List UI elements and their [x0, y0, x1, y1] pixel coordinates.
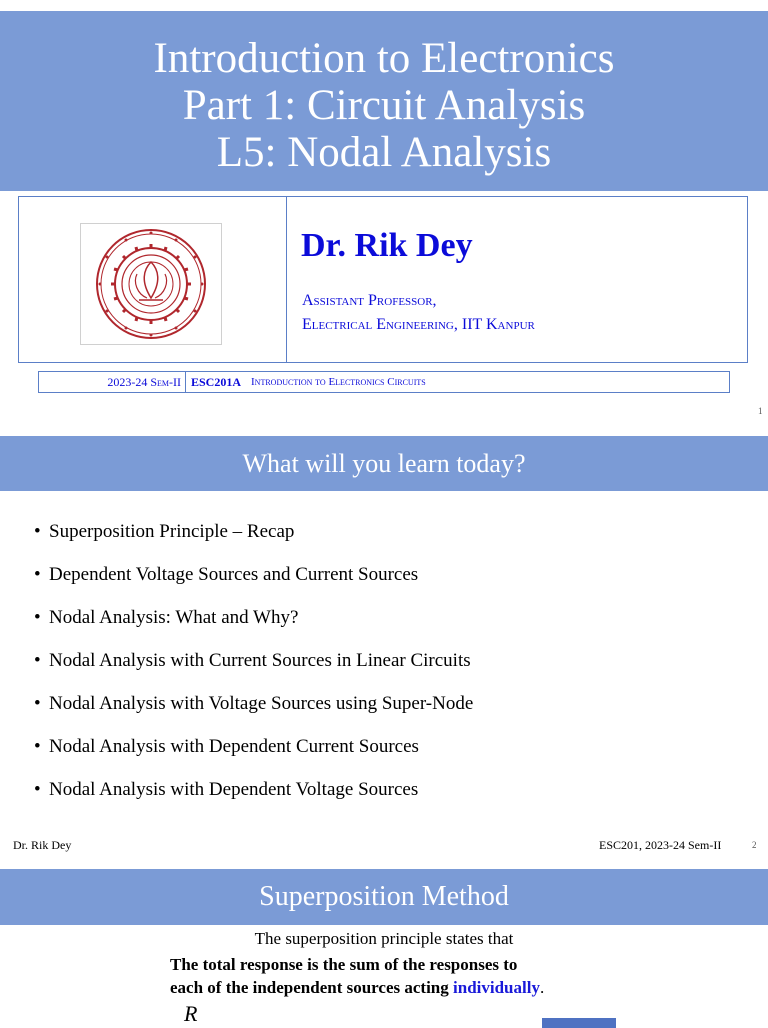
course-semester: 2023-24 Sem-II	[39, 372, 186, 392]
logo-frame	[80, 223, 222, 345]
topic-list	[34, 518, 473, 819]
list-item	[34, 690, 473, 733]
author-department: Electrical Engineering, IIT Kanpur	[302, 316, 535, 333]
learn-banner	[0, 436, 768, 491]
topic-text: Nodal Analysis with Dependent Voltage Sources	[49, 779, 419, 800]
footer-course: ESC201, 2023-24 Sem-II	[599, 838, 722, 852]
slide-1-page-number: 1	[758, 406, 763, 416]
topic-text: Nodal Analysis with Dependent Current Sources	[49, 736, 419, 757]
bullet-icon: •	[34, 693, 41, 714]
author-name: Dr. Rik Dey	[301, 227, 473, 264]
list-item	[34, 733, 473, 776]
title-line-2: Part 1: Circuit Analysis	[182, 82, 586, 129]
bullet-icon: •	[34, 736, 41, 757]
bullet-icon: •	[34, 779, 41, 800]
author-box	[18, 196, 748, 363]
footer-author: Dr. Rik Dey	[13, 838, 72, 852]
author-title: Assistant Professor,	[302, 292, 437, 309]
title-line-1: Introduction to Electronics	[153, 35, 615, 82]
topic-text: Nodal Analysis with Voltage Sources using Super-Node	[49, 693, 474, 714]
list-item	[34, 776, 473, 819]
bullet-icon: •	[34, 521, 41, 542]
principle-statement-line-1: The total response is the sum of the responses to	[170, 955, 518, 974]
course-name: Introduction to Electronics Circuits	[251, 376, 426, 388]
iit-kanpur-seal-icon	[81, 224, 221, 344]
logo-cell	[19, 197, 287, 362]
course-code: ESC201A	[191, 375, 242, 389]
superposition-banner	[0, 869, 768, 925]
list-item	[34, 561, 473, 604]
emphasis-word: individually	[453, 978, 540, 997]
topic-text: Nodal Analysis: What and Why?	[49, 607, 299, 628]
statement-period: .	[539, 978, 545, 997]
resistor-label: R	[184, 1001, 198, 1026]
bullet-icon: •	[34, 564, 41, 585]
principle-statement-line-2	[170, 978, 544, 998]
principle-intro: The superposition principle states that	[254, 929, 514, 948]
title-banner	[0, 11, 768, 191]
learn-heading: What will you learn today?	[242, 449, 526, 478]
list-item	[34, 647, 473, 690]
slide-2-page-number: 2	[752, 840, 757, 850]
title-line-3: L5: Nodal Analysis	[216, 129, 552, 176]
course-bar	[38, 371, 730, 393]
list-item	[34, 518, 473, 561]
topic-text: Nodal Analysis with Current Sources in Linear Circuits	[49, 650, 471, 671]
topic-text: Superposition Principle – Recap	[49, 521, 295, 542]
list-item	[34, 604, 473, 647]
circuit-block	[542, 1018, 616, 1028]
statement-text: each of the independent sources acting	[170, 978, 454, 997]
topic-text: Dependent Voltage Sources and Current Sources	[49, 564, 419, 585]
bullet-icon: •	[34, 607, 41, 628]
bullet-icon: •	[34, 650, 41, 671]
superposition-heading: Superposition Method	[259, 881, 509, 912]
